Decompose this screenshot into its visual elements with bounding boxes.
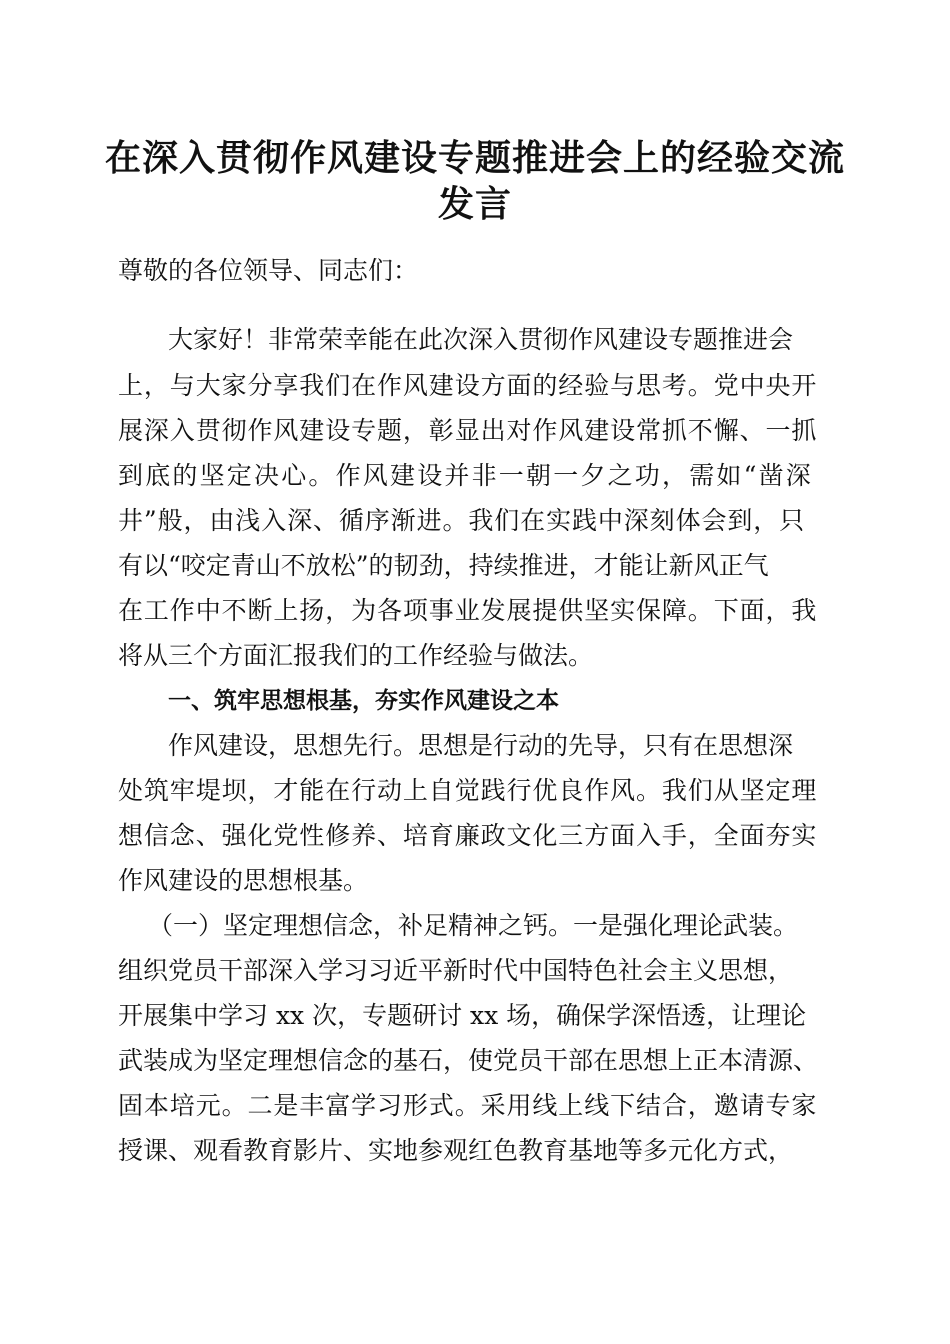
- paragraph-line: 授课、观看教育影片、实地参观红色教育基地等多元化方式，: [118, 1136, 794, 1165]
- paragraph-line: 固本培元。二是丰富学习形式。采用线上线下结合，邀请专家: [118, 1091, 818, 1120]
- paragraph-line: 大家好！非常荣幸能在此次深入贯彻作风建设专题推进会: [168, 325, 794, 354]
- paragraph-line: 想信念、强化党性修养、培育廉政文化三方面入手，全面夯实: [118, 821, 818, 850]
- paragraph-line: 组织党员干部深入学习习近平新时代中国特色社会主义思想，: [118, 956, 794, 985]
- paragraph-line: 在工作中不断上扬，为各项事业发展提供坚实保障。下面，我: [118, 596, 818, 625]
- paragraph-line: 井”般，由浅入深、循序渐进。我们在实践中深刻体会到，只: [118, 506, 806, 535]
- paragraph-line: 将从三个方面汇报我们的工作经验与做法。: [118, 641, 594, 670]
- paragraph-line: 上，与大家分享我们在作风建设方面的经验与思考。党中央开: [118, 371, 818, 400]
- paragraph-line: 作风建设，思想先行。思想是行动的先导，只有在思想深: [168, 731, 794, 760]
- paragraph-line: 展深入贯彻作风建设专题，彰显出对作风建设常抓不懈、一抓: [118, 416, 818, 445]
- paragraph-line: 开展集中学习 xx 次，专题研讨 xx 场，确保学深悟透，让理论: [118, 1001, 807, 1030]
- paragraph-line: 到底的坚定决心。作风建设并非一朝一夕之功，需如“凿深: [118, 461, 813, 490]
- document-title-line-1: 在深入贯彻作风建设专题推进会上的经验交流: [104, 137, 845, 179]
- paragraph-line: 有以“咬定青山不放松”的韧劲，持续推进，才能让新风正气: [118, 551, 769, 580]
- section-heading: 一、筑牢思想根基，夯实作风建设之本: [168, 688, 559, 714]
- paragraph-line: 武装成为坚定理想信念的基石，使党员干部在思想上正本清源、: [118, 1046, 819, 1075]
- salutation: 尊敬的各位领导、同志们：: [118, 256, 419, 285]
- document-title-line-2: 发言: [437, 183, 512, 225]
- paragraph-line: 处筑牢堤坝，才能在行动上自觉践行优良作风。我们从坚定理: [118, 776, 818, 805]
- subsection-line: （一）坚定理想信念，补足精神之钙。一是强化理论武装。: [148, 911, 799, 940]
- paragraph-line: 作风建设的思想根基。: [118, 866, 369, 895]
